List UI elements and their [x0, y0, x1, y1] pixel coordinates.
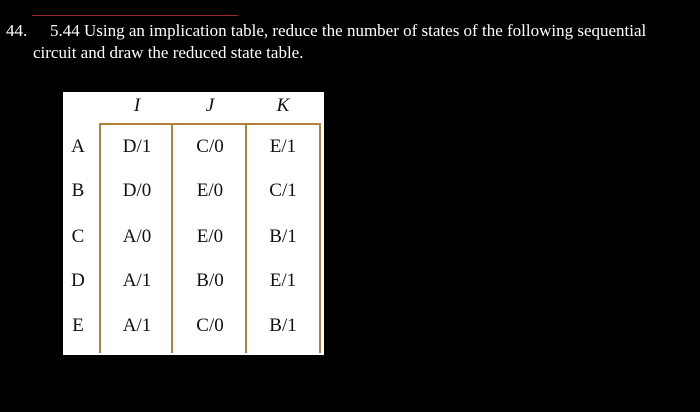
table-cell: C/1 — [269, 180, 297, 201]
table-cell: B/1 — [269, 315, 297, 336]
table-cell: D/1 — [122, 136, 152, 157]
row-label-d: D — [71, 270, 85, 291]
problem-number: 44. — [6, 21, 28, 40]
column-header-k: K — [276, 95, 290, 116]
table-cell: B/0 — [196, 270, 224, 291]
table-cell: E/0 — [196, 180, 224, 201]
table-cell: E/1 — [269, 270, 297, 291]
problem-text-line-2: circuit and draw the reduced state table. — [33, 43, 304, 62]
row-label-b: B — [71, 180, 85, 201]
row-label-a: A — [71, 136, 85, 157]
table-cell: D/0 — [122, 180, 152, 201]
row-label-c: C — [71, 226, 85, 247]
table-cell: B/1 — [269, 226, 297, 247]
top-divider — [32, 15, 238, 16]
problem-statement-line-1 — [6, 20, 646, 42]
state-table — [63, 92, 324, 355]
table-cell: A/1 — [122, 315, 152, 336]
problem-text-line-1: 5.44 Using an implication table, reduce the number of states of the following sequential — [50, 21, 647, 40]
column-header-i: I — [133, 95, 141, 116]
table-cell: E/0 — [196, 226, 224, 247]
table-cell: C/0 — [196, 315, 224, 336]
table-cell: E/1 — [269, 136, 297, 157]
table-cell: A/1 — [122, 270, 152, 291]
table-cell: C/0 — [196, 136, 224, 157]
table-cell: A/0 — [122, 226, 152, 247]
column-header-j: J — [205, 95, 215, 116]
row-label-e: E — [72, 315, 84, 336]
